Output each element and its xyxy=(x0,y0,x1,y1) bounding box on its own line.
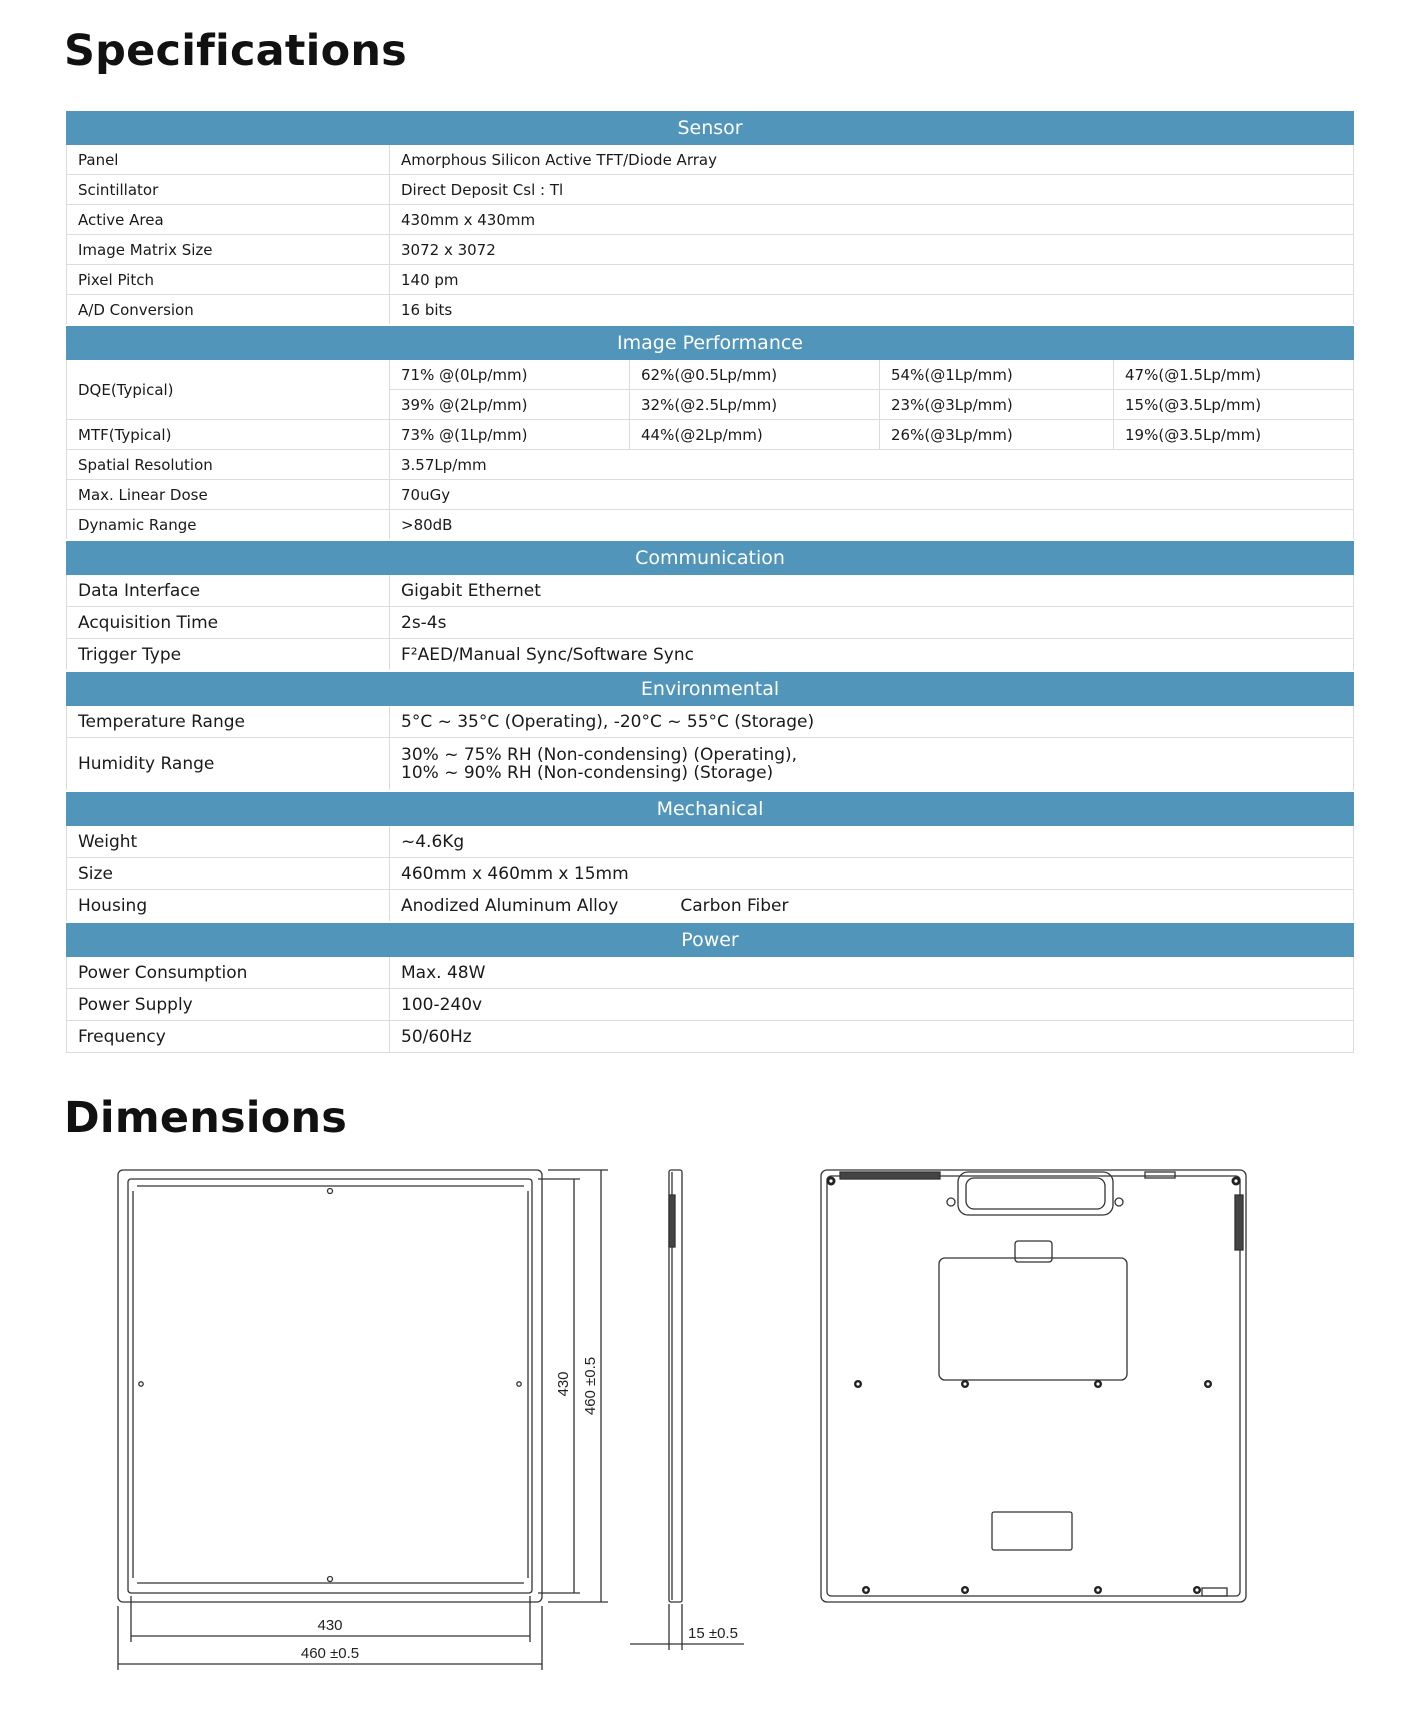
dim-label-outer-height: 460 ±0.5 xyxy=(582,1356,599,1416)
dqe-value: 32%(@2.5Lp/mm) xyxy=(630,390,880,420)
dim-label-inner-width: 430 xyxy=(317,1617,343,1634)
dqe-value: 47%(@1.5Lp/mm) xyxy=(1114,360,1354,390)
side-view-drawing xyxy=(630,1170,744,1650)
dimensions-heading: Dimensions xyxy=(64,1093,348,1143)
spec-label: Size xyxy=(67,858,390,890)
dqe-value: 39% @(2Lp/mm) xyxy=(390,390,630,420)
spec-label: Weight xyxy=(67,826,390,858)
spec-label: A/D Conversion xyxy=(67,295,390,326)
spec-label: Frequency xyxy=(67,1021,390,1053)
mtf-value: 19%(@3.5Lp/mm) xyxy=(1114,420,1354,450)
section-header-power: Power xyxy=(67,922,1354,957)
section-header-communication: Communication xyxy=(67,540,1354,575)
spec-label: MTF(Typical) xyxy=(67,420,390,450)
spec-label: Temperature Range xyxy=(67,706,390,738)
spec-label: Power Supply xyxy=(67,989,390,1021)
spec-label: Power Consumption xyxy=(67,957,390,989)
spec-value: 16 bits xyxy=(390,295,1354,326)
housing-carbon: Carbon Fiber xyxy=(680,895,789,916)
humidity-storage: 10% ~ 90% RH (Non-condensing) (Storage) xyxy=(401,763,774,783)
dim-label-thickness: 15 ±0.5 xyxy=(688,1625,738,1642)
spec-label: Image Matrix Size xyxy=(67,235,390,265)
spec-label: DQE(Typical) xyxy=(67,360,390,420)
spec-label: Housing xyxy=(67,890,390,923)
mtf-value: 26%(@3Lp/mm) xyxy=(880,420,1114,450)
spec-value: Gigabit Ethernet xyxy=(390,575,1354,607)
spec-value: 430mm x 430mm xyxy=(390,205,1354,235)
spec-value: 140 pm xyxy=(390,265,1354,295)
spec-label: Active Area xyxy=(67,205,390,235)
humidity-operating: 30% ~ 75% RH (Non-condensing) (Operating), xyxy=(401,745,798,765)
spec-value: 3072 x 3072 xyxy=(390,235,1354,265)
dqe-value: 71% @(0Lp/mm) xyxy=(390,360,630,390)
mtf-value: 73% @(1Lp/mm) xyxy=(390,420,630,450)
spec-label: Pixel Pitch xyxy=(67,265,390,295)
back-view-screws xyxy=(827,1177,1241,1595)
spec-value: Amorphous Silicon Active TFT/Diode Array xyxy=(390,145,1354,175)
dqe-value: 15%(@3.5Lp/mm) xyxy=(1114,390,1354,420)
spec-label: Data Interface xyxy=(67,575,390,607)
spec-label: Dynamic Range xyxy=(67,510,390,541)
spec-value: 2s-4s xyxy=(390,607,1354,639)
section-header-mechanical: Mechanical xyxy=(67,791,1354,826)
spec-label: Panel xyxy=(67,145,390,175)
section-header-image-performance: Image Performance xyxy=(67,325,1354,360)
dim-label-inner-height: 430 xyxy=(555,1371,572,1397)
mtf-value: 44%(@2Lp/mm) xyxy=(630,420,880,450)
spec-value: 460mm x 460mm x 15mm xyxy=(390,858,1354,890)
dim-label-outer-width: 460 ±0.5 xyxy=(300,1645,360,1662)
spec-value: 100-240v xyxy=(390,989,1354,1021)
spec-value: Max. 48W xyxy=(390,957,1354,989)
front-view-drawing xyxy=(118,1170,608,1670)
dqe-value: 23%(@3Lp/mm) xyxy=(880,390,1114,420)
spec-label: Spatial Resolution xyxy=(67,450,390,480)
dqe-value: 54%(@1Lp/mm) xyxy=(880,360,1114,390)
spec-value: ~4.6Kg xyxy=(390,826,1354,858)
spec-label: Max. Linear Dose xyxy=(67,480,390,510)
spec-value: Direct Deposit Csl : Tl xyxy=(390,175,1354,205)
spec-label: Scintillator xyxy=(67,175,390,205)
section-header-environmental: Environmental xyxy=(67,671,1354,706)
dqe-value: 62%(@0.5Lp/mm) xyxy=(630,360,880,390)
housing-alloy: Anodized Aluminum Alloy xyxy=(401,895,619,916)
spec-value: 5°C ~ 35°C (Operating), -20°C ~ 55°C (Storage) xyxy=(390,706,1354,738)
spec-label: Acquisition Time xyxy=(67,607,390,639)
spec-value: 70uGy xyxy=(390,480,1354,510)
section-header-sensor: Sensor xyxy=(67,110,1354,145)
spec-label: Trigger Type xyxy=(67,639,390,672)
spec-value: F²AED/Manual Sync/Software Sync xyxy=(390,639,1354,672)
back-view-drawing xyxy=(821,1170,1246,1602)
spec-value: 50/60Hz xyxy=(390,1021,1354,1053)
spec-label: Humidity Range xyxy=(67,738,390,792)
spec-value: 3.57Lp/mm xyxy=(390,450,1354,480)
specifications-heading: Specifications xyxy=(64,26,407,76)
spec-value: >80dB xyxy=(390,510,1354,541)
